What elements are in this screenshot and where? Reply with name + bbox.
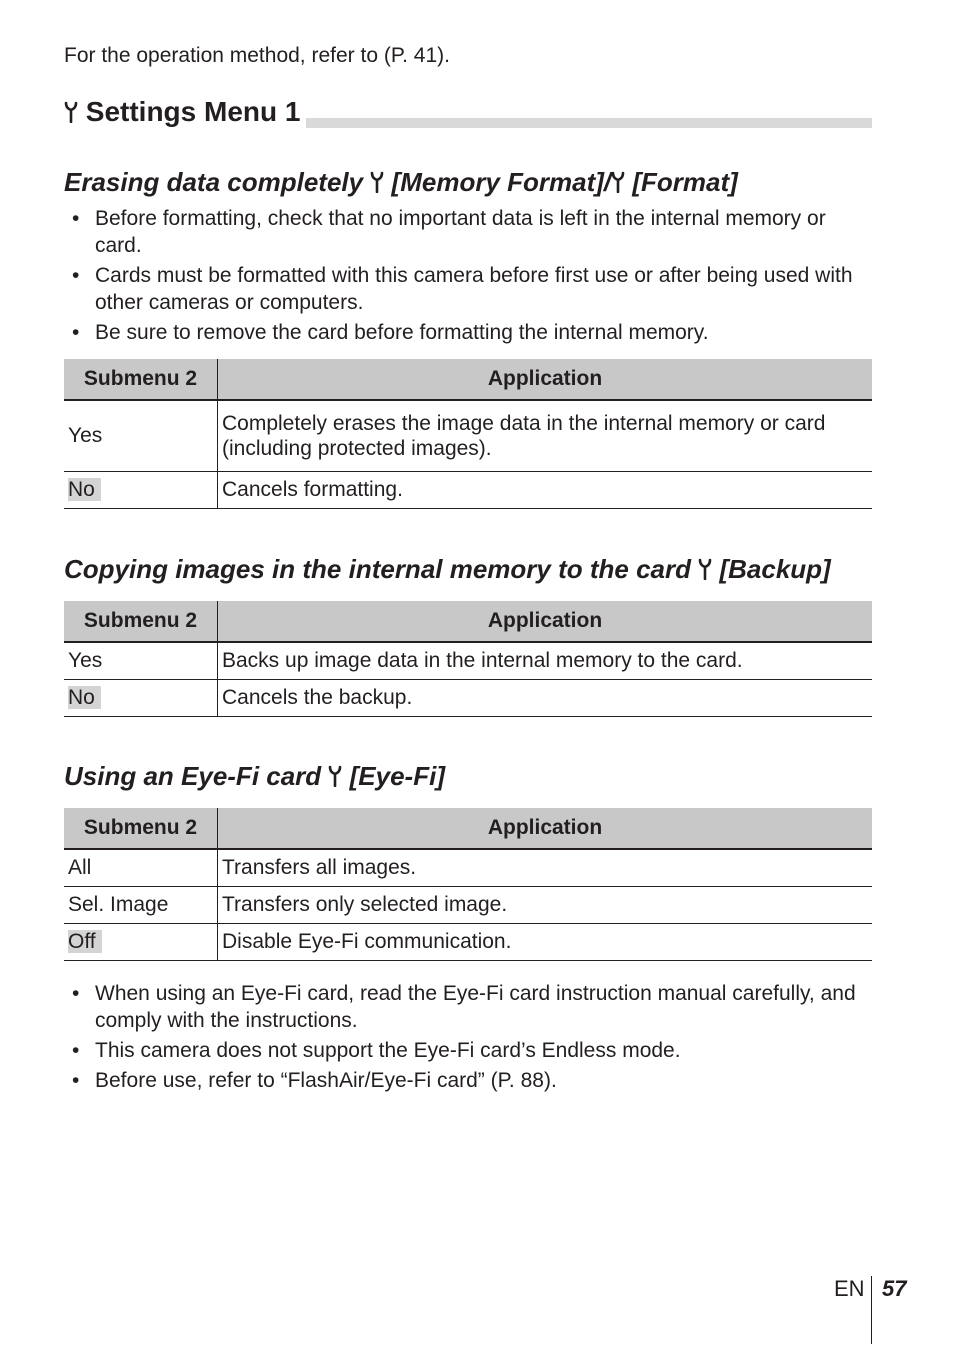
table-cell: Completely erases the image data in the internal memory or card (including protected images). — [218, 400, 873, 471]
table-cell: Cancels formatting. — [218, 471, 873, 508]
list-item: • This camera does not support the Eye-Fi card’s Endless mode. — [64, 1037, 872, 1064]
page-number: 57 — [882, 1276, 907, 1301]
section-title-eyefi — [64, 760, 445, 792]
section-title-text: [Format] — [625, 167, 738, 197]
table-cell: Yes — [64, 642, 218, 679]
section-title-format — [64, 166, 738, 198]
section-title-text: Using an Eye-Fi card — [64, 761, 329, 791]
section-title-text: [Memory Format]/ — [384, 167, 612, 197]
intro-text: For the operation method, refer to (P. 41). — [64, 44, 450, 67]
table-cell — [64, 923, 218, 960]
table-cell — [64, 400, 218, 471]
table-row — [64, 923, 872, 960]
eyefi-table — [64, 808, 872, 961]
list-item: • Before formatting, check that no important data is left in the internal memory or card. — [64, 205, 872, 259]
column-header: Application — [218, 808, 873, 849]
wrench-icon — [328, 765, 342, 787]
column-header: Submenu 2 — [64, 808, 218, 849]
table-row — [64, 400, 872, 471]
wrench-icon — [611, 171, 625, 193]
table-cell — [64, 471, 218, 508]
section-title-text: Erasing data completely — [64, 167, 371, 197]
default-option: No — [68, 478, 101, 501]
table-header — [64, 359, 872, 400]
column-header: Submenu 2 — [64, 601, 218, 642]
table-cell: Transfers only selected image. — [218, 886, 873, 923]
list-item: • Cards must be formatted with this camera before first use or after being used with other cameras or computers. — [64, 262, 872, 316]
column-header: Application — [218, 359, 873, 400]
table-row — [64, 679, 872, 716]
backup-table — [64, 601, 872, 717]
column-header: Submenu 2 — [64, 359, 218, 400]
cell-text: Yes — [68, 424, 103, 448]
table-cell: All — [64, 849, 218, 886]
language-label: EN — [834, 1276, 865, 1301]
list-item: • Be sure to remove the card before formatting the internal memory. — [64, 319, 872, 346]
section-title-backup — [64, 553, 831, 585]
section-title-text: [Eye-Fi] — [342, 761, 445, 791]
default-option: Off — [68, 930, 102, 953]
format-notes — [64, 205, 872, 349]
table-cell: Cancels the backup. — [218, 679, 873, 716]
section-title-text: [Backup] — [712, 554, 831, 584]
table-row — [64, 471, 872, 508]
eyefi-notes — [64, 980, 872, 1097]
list-item: • When using an Eye-Fi card, read the Eye-Fi card instruction manual carefully, and comply with the instructions. — [64, 980, 872, 1034]
format-table — [64, 359, 872, 509]
footer-divider — [871, 1276, 872, 1344]
menu-title — [64, 96, 872, 130]
table-row — [64, 886, 872, 923]
column-header: Application — [218, 601, 873, 642]
default-option: No — [68, 686, 101, 709]
table-header — [64, 808, 872, 849]
table-cell — [64, 679, 218, 716]
wrench-icon — [64, 101, 78, 123]
table-row — [64, 642, 872, 679]
table-cell: Disable Eye-Fi communication. — [218, 923, 873, 960]
wrench-icon — [698, 558, 712, 580]
table-cell: Transfers all images. — [218, 849, 873, 886]
section-title-text: Copying images in the internal memory to the card — [64, 554, 699, 584]
wrench-icon — [370, 171, 384, 193]
menu-title-text: Settings Menu 1 — [85, 96, 301, 127]
table-cell: Sel. Image — [64, 886, 218, 923]
list-item: • Before use, refer to “FlashAir/Eye-Fi card” (P. 88). — [64, 1067, 872, 1094]
table-row — [64, 849, 872, 886]
table-header — [64, 601, 872, 642]
table-cell: Backs up image data in the internal memory to the card. — [218, 642, 873, 679]
